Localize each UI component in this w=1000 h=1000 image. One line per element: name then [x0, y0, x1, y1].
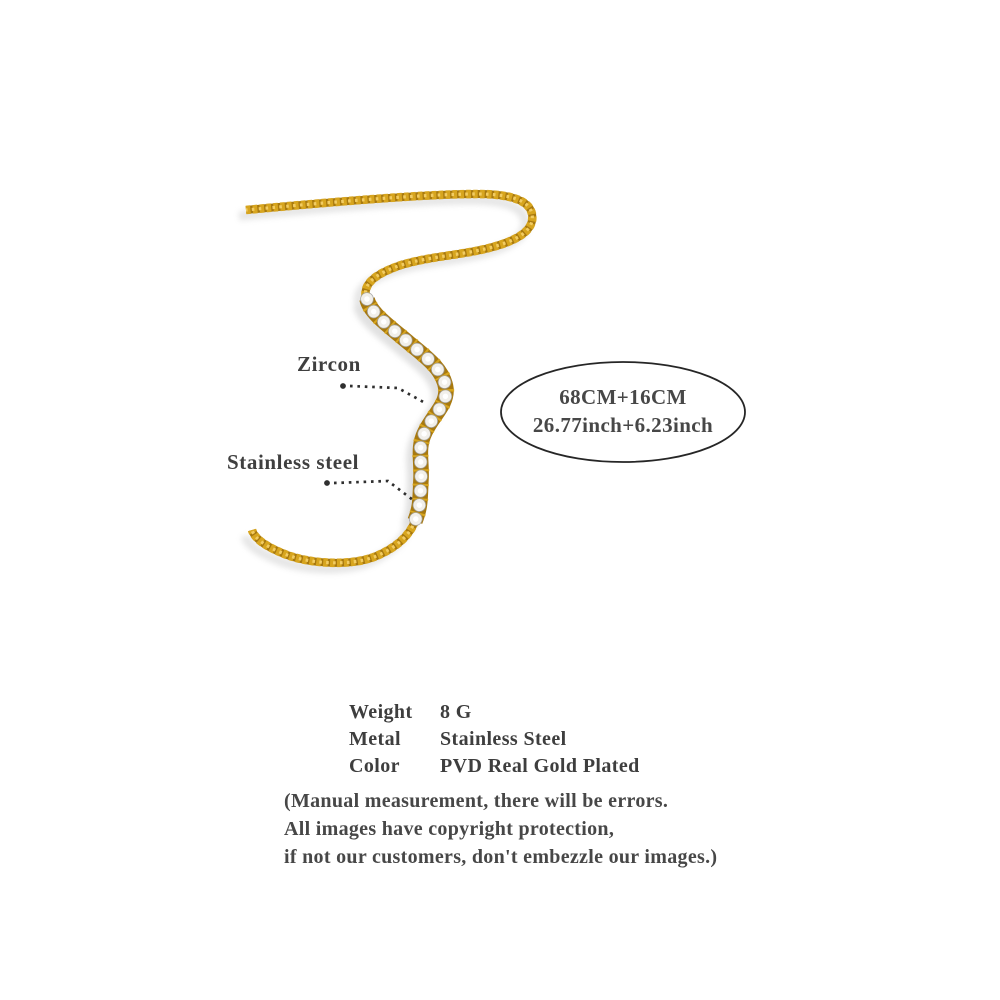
zircon-leader-dot: [340, 383, 346, 389]
zircon-leader: [340, 383, 427, 404]
spec-table: [349, 700, 640, 781]
spec-label-color: Color: [349, 755, 400, 777]
stainless-steel-label: Stainless steel: [227, 450, 360, 474]
disclaimer: [284, 787, 717, 871]
chain-shadow: [239, 200, 525, 569]
disclaimer-line-2: All images have copyright protection,: [284, 818, 615, 840]
spec-label-weight: Weight: [349, 701, 413, 723]
stainless-leader-dot: [324, 480, 330, 486]
disclaimer-line-1: (Manual measurement, there will be errors.: [284, 790, 669, 812]
disclaimer-line-3: if not our customers, don't embezzle our images.): [284, 846, 718, 868]
spec-label-metal: Metal: [349, 728, 401, 750]
spec-value-weight: 8 G: [440, 701, 472, 723]
size-badge-cm: 68CM+16CM: [559, 385, 687, 409]
stainless-leader-line: [334, 481, 413, 500]
stainless-leader: [324, 480, 413, 500]
zircon-label: Zircon: [297, 352, 361, 376]
size-badge: [501, 383, 745, 439]
box-chain-links: [246, 194, 532, 563]
spec-value-color: PVD Real Gold Plated: [440, 755, 640, 777]
spec-value-metal: Stainless Steel: [440, 728, 567, 750]
size-badge-inch: 26.77inch+6.23inch: [532, 413, 714, 437]
zircon-leader-line: [350, 386, 427, 404]
box-chain: [246, 194, 532, 563]
